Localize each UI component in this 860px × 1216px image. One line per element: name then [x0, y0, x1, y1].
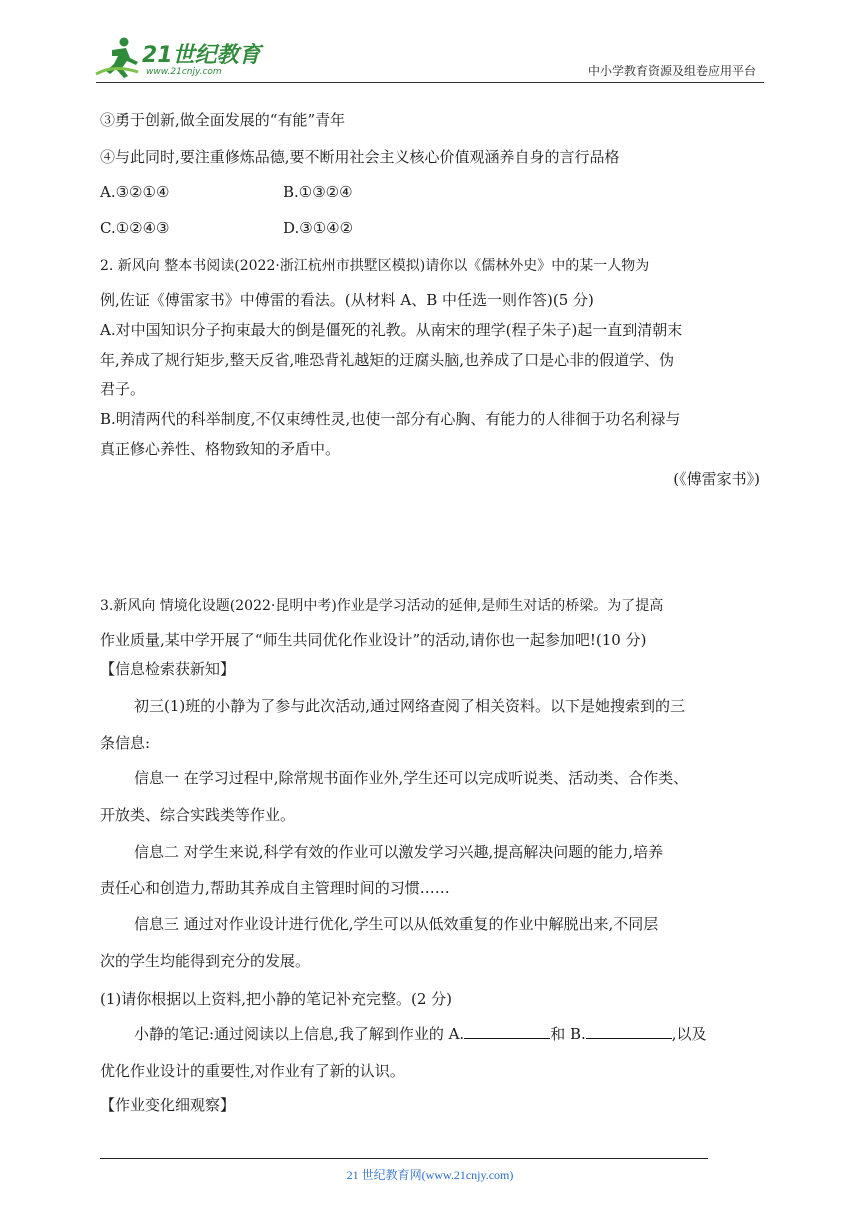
q3-stem-line2: 作业质量,某中学开展了“师生共同优化作业设计”的活动,请你也一起参加吧!(10 分): [100, 631, 647, 649]
q2-material-b-line2: 真正修心养性、格物致知的矛盾中。: [100, 440, 341, 458]
platform-name: 中小学教育资源及组卷应用平台: [587, 64, 756, 78]
q3-stem-line1: 3.新风向 情境化设题(2022·昆明中考)作业是学习活动的延伸,是师生对话的桥梁。为了提高: [100, 598, 664, 614]
note-line2: 优化作业设计的重要性,对作业有了新的认识。: [100, 1062, 405, 1080]
header-divider: [96, 82, 764, 83]
info-two-line2: 责任心和创造力,帮助其养成自主管理时间的习惯……: [100, 879, 450, 897]
q1-option-a: A.③②①④: [100, 183, 170, 201]
q2-material-a-line2: 年,养成了规行矩步,整天反省,唯恐背礼越矩的迂腐头脑,也养成了口是心非的假道学、伪: [100, 351, 675, 369]
section-heading-info: 【信息检索获新知】: [100, 660, 236, 678]
q2-material-a-line3: 君子。: [100, 380, 146, 398]
q1-option-b: B.①③②④: [283, 183, 353, 201]
q3-paragraph1-line1: 初三(1)班的小静为了参与此次活动,通过网络查阅了相关资料。以下是她搜索到的三: [134, 697, 686, 715]
logo-text: 21世纪教育: [142, 43, 261, 68]
q2-material-b-line1: B.明清两代的科举制度,不仅束缚性灵,也使一部分有心胸、有能力的人徘徊于功名利禄与: [100, 410, 681, 428]
q1-item-4: ④与此同时,要注重修炼品德,要不断用社会主义核心价值观涵养自身的言行品格: [100, 148, 620, 166]
runner-icon: [96, 38, 138, 79]
info-one-line1: 信息一 在学习过程中,除常规书面作业外,学生还可以完成听说类、活动类、合作类、: [134, 769, 689, 787]
q1-option-d: D.③①④②: [283, 219, 354, 237]
info-two-line1: 信息二 对学生来说,科学有效的作业可以激发学习兴趣,提高解决问题的能力,培养: [134, 843, 664, 861]
note-middle: 和 B.: [550, 1025, 586, 1043]
note-suffix: ,以及: [671, 1025, 707, 1043]
q2-material-a-line1: A.对中国知识分子拘束最大的倒是僵死的礼教。从南宋的理学(程子朱子)起一直到清朝末: [100, 321, 683, 339]
q3-subquestion-1: (1)请你根据以上资料,把小静的笔记补充完整。(2 分): [100, 990, 453, 1008]
site-logo: [94, 34, 264, 80]
q3-paragraph1-line2: 条信息:: [100, 734, 151, 752]
q1-item-3: ③勇于创新,做全面发展的“有能”青年: [100, 111, 346, 129]
logo-url: www.21cnjy.com: [146, 67, 222, 77]
q2-stem-line2: 例,佐证《傅雷家书》中傅雷的看法。(从材料 A、B 中任选一则作答)(5 分): [100, 291, 594, 309]
q2-stem-line1: 2. 新风向 整本书阅读(2022·浙江杭州市拱墅区模拟)请你以《儒林外史》中的某一人物为: [100, 258, 650, 274]
answer-blank-a[interactable]: [464, 1024, 550, 1039]
note-prefix: 小静的笔记:通过阅读以上信息,我了解到作业的 A.: [134, 1025, 465, 1043]
info-one-line2: 开放类、综合实践类等作业。: [100, 806, 296, 824]
section-heading-observe: 【作业变化细观察】: [100, 1096, 236, 1114]
footer-divider: [100, 1158, 708, 1159]
q1-option-c: C.①②④③: [100, 219, 170, 237]
info-three-line1: 信息三 通过对作业设计进行优化,学生可以从低效重复的作业中解脱出来,不同层: [134, 915, 659, 933]
answer-blank-b[interactable]: [586, 1024, 672, 1039]
footer-link[interactable]: 21 世纪教育网(www.21cnjy.com): [346, 1168, 514, 1182]
q2-source: (《傅雷家书》): [673, 470, 760, 488]
note-line1: [134, 1024, 707, 1044]
info-three-line2: 次的学生均能得到充分的发展。: [100, 952, 311, 970]
